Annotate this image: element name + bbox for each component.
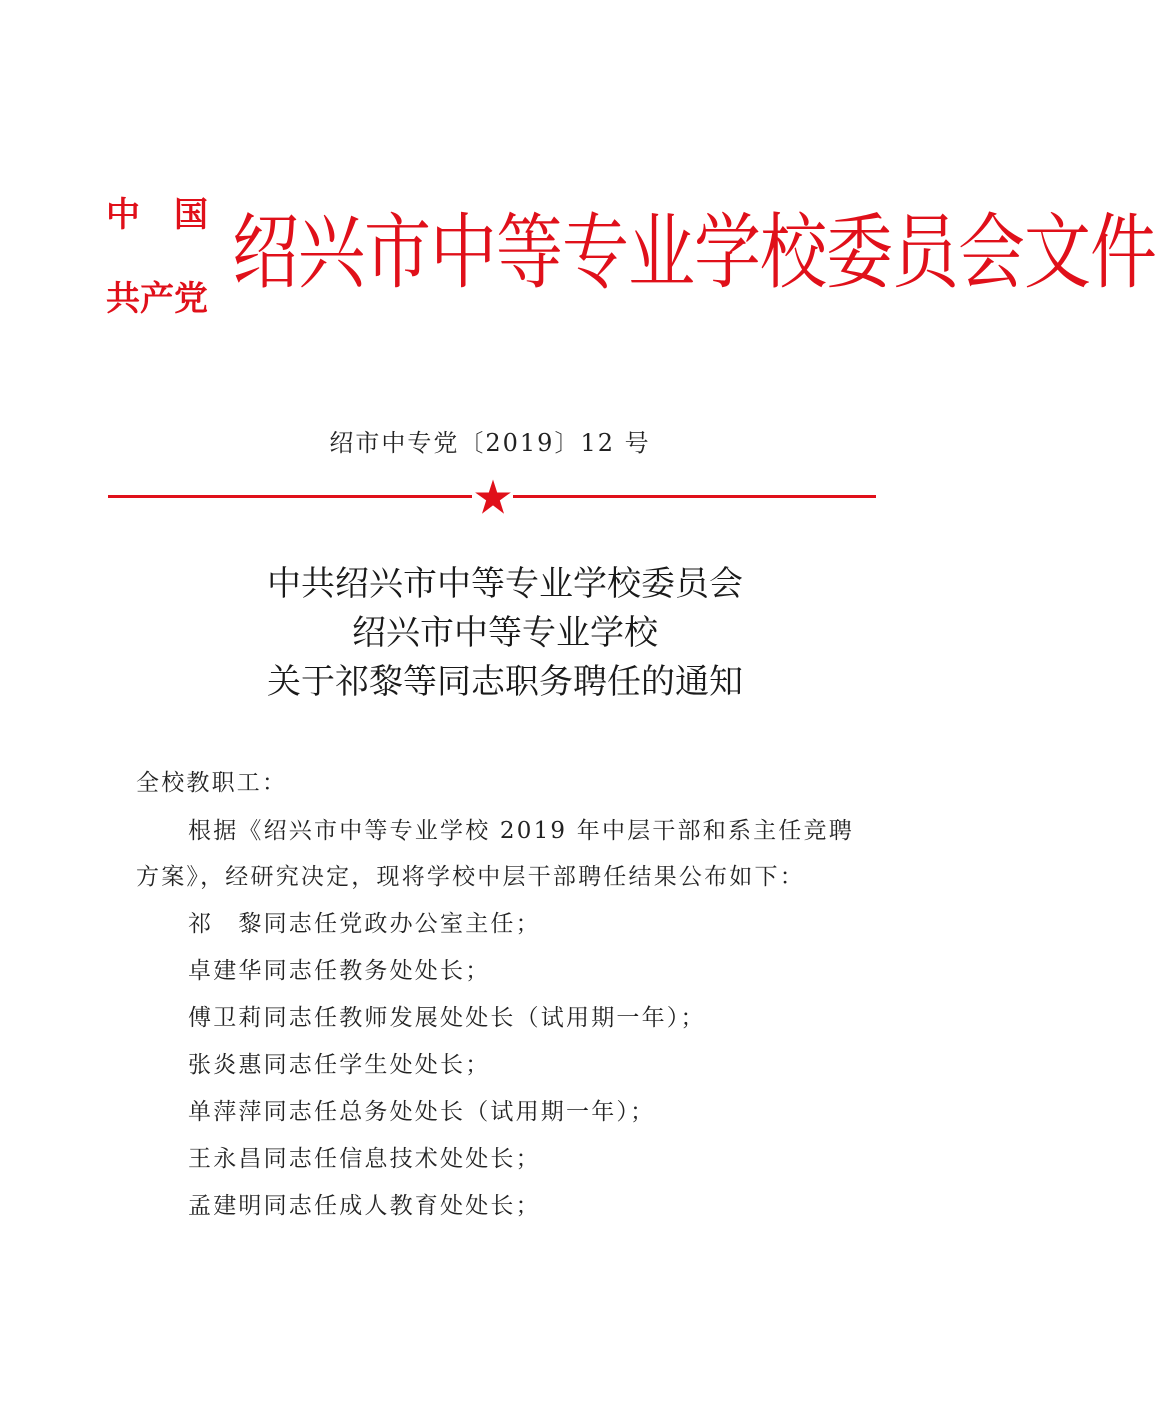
appointment-item: 单萍萍同志任总务处处长（试用期一年）； [188,1099,656,1125]
appointment-item: 祁 黎同志任党政办公室主任； [188,911,541,937]
title-line-1: 中共绍兴市中等专业学校委员会 [267,564,743,604]
paragraph-1-line-2: 方案》，经研究决定，现将学校中层干部聘任结果公布如下： [136,864,805,890]
salutation: 全校教职工： [136,770,288,796]
appointment-item: 孟建明同志任成人教育处处长； [188,1193,541,1219]
issuer-char-zhong: 中 [106,195,140,235]
issuer-title: 绍兴市中等专业学校委员会文件 [232,204,1156,300]
paragraph-1-line-1: 根据《绍兴市中等专业学校 2019 年中层干部和系主任竞聘 [188,818,854,844]
notice-body [136,0,896,1415]
issuer-char-guo: 国 [174,195,208,235]
title-line-3: 关于祁黎等同志职务聘任的通知 [267,662,743,702]
appointment-item: 张炎惠同志任学生处处长； [188,1052,491,1078]
appointment-item: 王永昌同志任信息技术处处长； [188,1146,541,1172]
document-number: 绍市中专党〔2019〕12 号 [329,429,651,457]
issuer-short-line2: 共产党 [106,279,208,319]
title-line-2: 绍兴市中等专业学校 [352,613,658,653]
appointment-item: 傅卫莉同志任教师发展处处长（试用期一年）； [188,1005,706,1031]
appointment-item: 卓建华同志任教务处处长； [188,958,491,984]
